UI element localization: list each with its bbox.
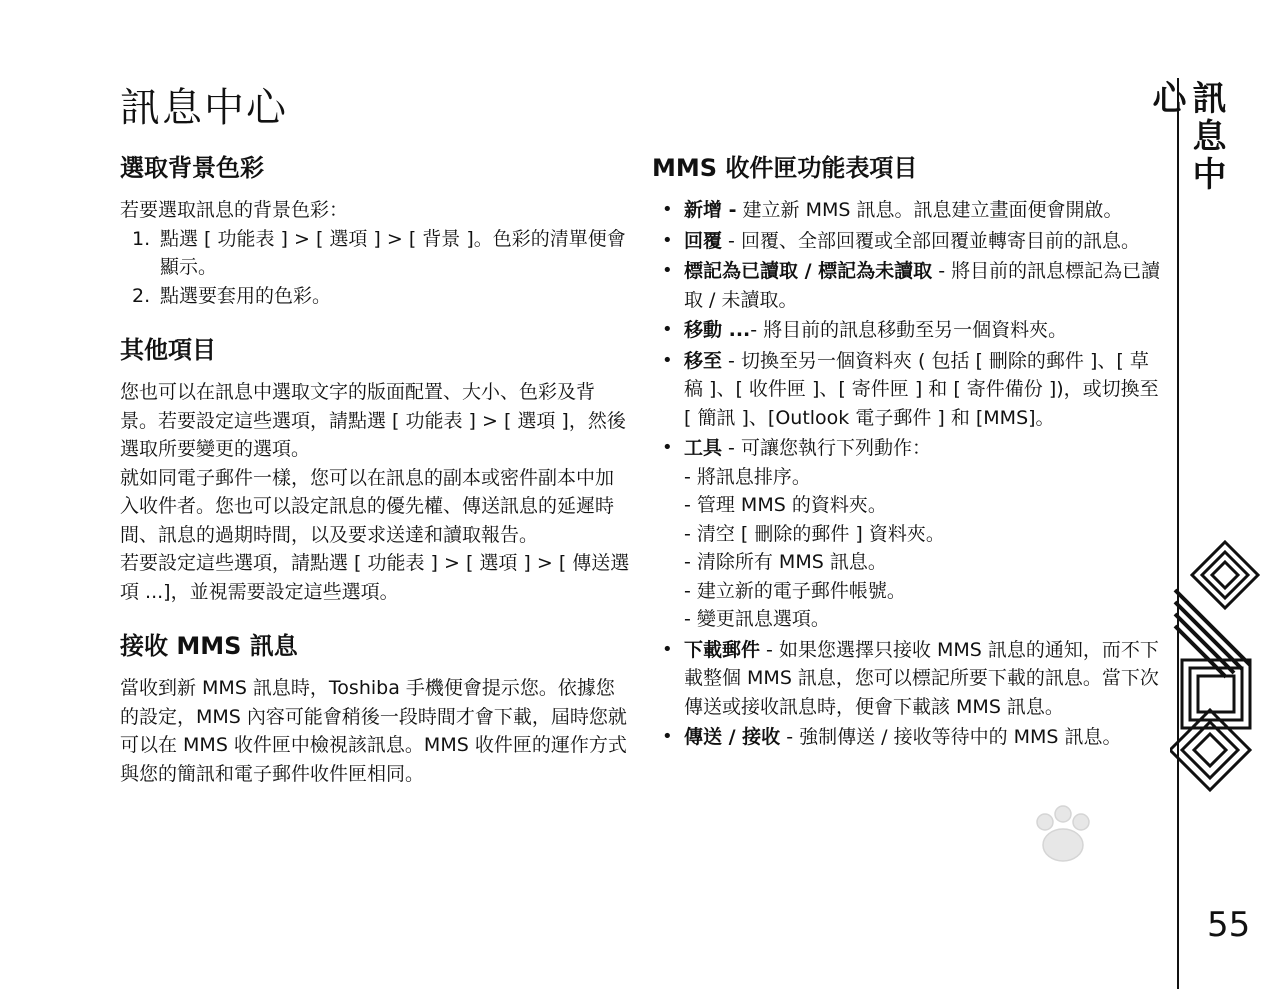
chapter-side-tab: 訊息中心 — [1146, 80, 1226, 194]
bullet-icon: • — [662, 638, 673, 660]
list-item — [652, 347, 1167, 433]
bullet-icon: • — [662, 437, 673, 458]
step-item — [120, 225, 630, 282]
step-text: 點選 [ 功能表 ] > [ 選項 ] > [ 背景 ]。色彩的清單便會顯示。 — [160, 227, 626, 278]
item-term: 工具 — [684, 437, 723, 459]
section-heading: MMS 收件匣功能表項目 — [652, 154, 918, 182]
section-intro: 若要選取訊息的背景色彩： — [120, 199, 349, 221]
item-text: - 將目前的訊息移動至另一個資料夾。 — [750, 319, 1068, 341]
section-background-color — [120, 150, 630, 310]
sub-item: - 將訊息排序。 — [684, 465, 811, 488]
step-number: 1. — [132, 227, 151, 250]
item-text: - 如果您選擇只接收 MMS 訊息的通知，而不下載整個 MMS 訊息，您可以標記所要下載的訊息。當下次傳送或接收訊息時，便會下載該 MMS 訊息。 — [684, 638, 1159, 718]
step-item — [120, 282, 630, 311]
step-text: 點選要套用的色彩。 — [160, 284, 332, 307]
section-heading: 其他項目 — [120, 336, 216, 364]
item-text: - 強制傳送 / 接收等待中的 MMS 訊息。 — [780, 726, 1122, 748]
step-number: 2. — [132, 284, 151, 307]
sub-item: - 變更訊息選項。 — [684, 608, 830, 630]
list-item — [652, 434, 1167, 634]
section-heading: 接收 MMS 訊息 — [120, 632, 298, 660]
list-item — [652, 227, 1167, 256]
page-number: 55 — [1207, 905, 1251, 945]
item-term: 移動 ... — [684, 319, 751, 341]
list-item — [652, 257, 1167, 314]
list-item — [652, 636, 1167, 722]
paragraph: 若要設定這些選項，請點選 [ 功能表 ] > [ 選項 ] > [ 傳送選項 ...]，並視需要設定這些選項。 — [120, 552, 630, 603]
bullet-icon: • — [662, 199, 673, 220]
bullet-icon: • — [662, 319, 673, 340]
section-heading: 選取背景色彩 — [120, 154, 264, 182]
item-term: 回覆 — [684, 229, 723, 252]
section-receive-mms — [120, 628, 630, 788]
item-text: - 將目前的訊息標記為已讀取 / 未讀取。 — [684, 260, 1161, 311]
item-text: - 可讓您執行下列動作： — [722, 437, 931, 459]
decorative-diamond-pattern — [1170, 540, 1260, 840]
bullet-icon: • — [662, 260, 673, 281]
left-column — [120, 150, 630, 810]
sub-item: - 清除所有 MMS 訊息。 — [684, 551, 887, 573]
page-title: 訊息中心 — [120, 85, 288, 131]
sub-item: - 清空 [ 刪除的郵件 ] 資料夾。 — [684, 522, 945, 545]
item-term: 標記為已讀取 / 標記為未讀取 — [684, 260, 933, 282]
paragraph: 就如同電子郵件一樣，您可以在訊息的副本或密件副本中加入收件者。您也可以設定訊息的優先權、傳送訊息的延遲時間、訊息的過期時間，以及要求送達和讀取報告。 — [120, 466, 615, 546]
baidu-watermark-logo — [905, 800, 1205, 950]
bullet-icon: • — [662, 349, 673, 371]
item-text: - 回覆、全部回覆或全部回覆並轉寄目前的訊息。 — [722, 229, 1140, 252]
item-term: 新增 - — [684, 199, 737, 221]
sub-item: - 管理 MMS 的資料夾。 — [684, 494, 887, 516]
section-other-items — [120, 332, 630, 606]
right-column — [652, 150, 1167, 754]
sub-item: - 建立新的電子郵件帳號。 — [684, 579, 906, 602]
item-term: 移至 — [684, 349, 723, 372]
item-text: 建立新 MMS 訊息。訊息建立畫面便會開啟。 — [736, 199, 1123, 221]
list-item — [652, 196, 1167, 225]
item-term: 傳送 / 接收 — [684, 726, 781, 748]
menu-items-list — [652, 196, 1167, 752]
steps-list — [120, 225, 630, 311]
item-text: - 切換至另一個資料夾 ( 包括 [ 刪除的郵件 ]、[ 草稿 ]、[ 收件匣 ]、[ 寄件匣 ] 和 [ 寄件備份 ])，或切換至 [ 簡訊 ]、[Outlook 電子郵件 ] 和 [MMS]。 — [684, 349, 1159, 429]
list-item — [652, 316, 1167, 345]
bullet-icon: • — [662, 229, 673, 251]
paragraph: 您也可以在訊息中選取文字的版面配置、大小、色彩及背景。若要設定這些選項，請點選 [ 功能表 ] > [ 選項 ]，然後選取所要變更的選項。 — [120, 381, 626, 460]
bullet-icon: • — [662, 726, 673, 747]
list-item — [652, 723, 1167, 752]
paragraph: 當收到新 MMS 訊息時，Toshiba 手機便會提示您。依據您的設定，MMS 內容可能會稍後一段時間才會下載，屆時您就可以在 MMS 收件匣中檢視該訊息。MMS 收件匣的運作方式與您的簡訊和電子郵件收件匣相同。 — [120, 677, 627, 785]
item-term: 下載郵件 — [684, 638, 761, 661]
